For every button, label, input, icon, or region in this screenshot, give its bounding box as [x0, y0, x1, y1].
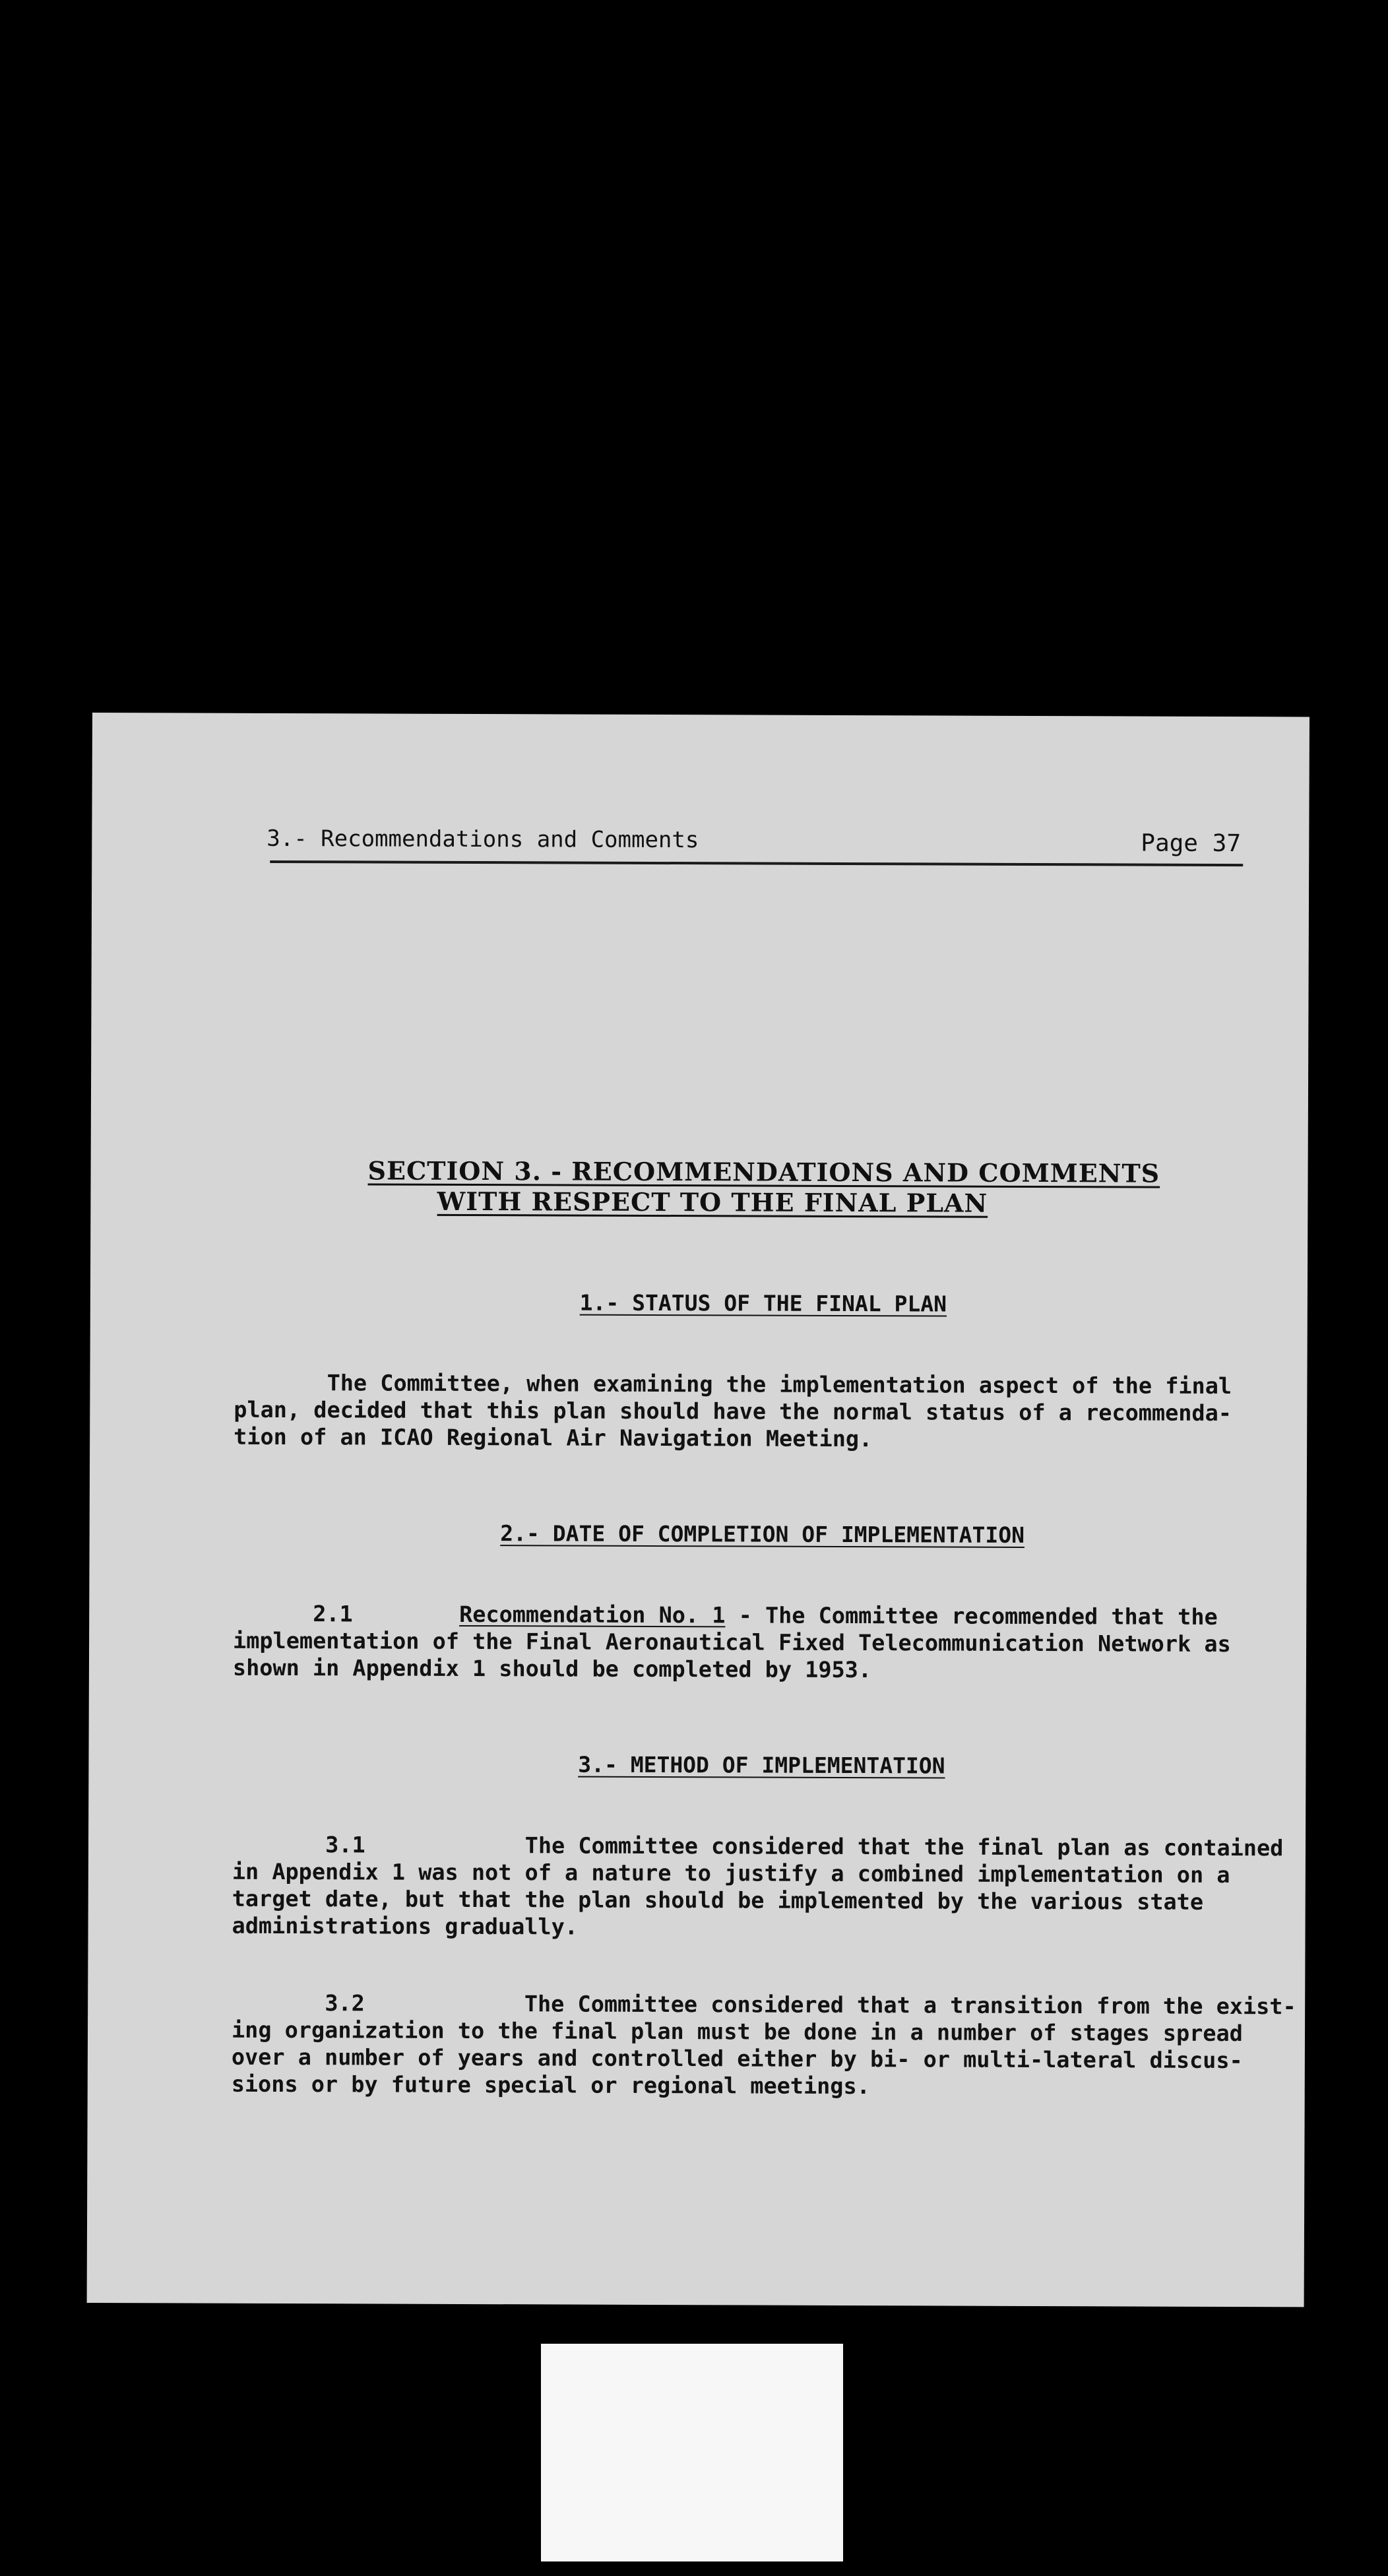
paragraph-line: over a number of years and controlled either by bi- or multi-lateral discus-: [231, 2044, 1243, 2074]
paragraph-line: 3.1 The Committee considered that the final plan as contained: [232, 1831, 1284, 1861]
heading-date-of-completion: 2.- DATE OF COMPLETION OF IMPLEMENTATION: [500, 1520, 1025, 1548]
paragraph-line: implementation of the Final Aeronautical Fixed Telecommunication Network as: [233, 1627, 1231, 1658]
paragraph-line: 3.2 The Committee considered that a transition from the exist-: [232, 1989, 1296, 2020]
paragraph-line: plan, decided that this plan should have the normal status of a recommenda-: [234, 1396, 1232, 1427]
paragraph-line: sions or by future special or regional meetings.: [231, 2071, 870, 2100]
section-title-line-2: WITH RESPECT TO THE FINAL PLAN: [437, 1186, 988, 1218]
paragraph-number: 2.1: [233, 1600, 460, 1627]
blank-slip: [541, 2344, 843, 2561]
paragraph-line: The Committee, when examining the implementation aspect of the final: [234, 1369, 1232, 1400]
recommendation-label: Recommendation No. 1: [459, 1601, 726, 1628]
paragraph-3-2: [232, 1989, 1296, 2102]
paragraph-line: in Appendix 1 was not of a nature to justify a combined implementation on a: [232, 1858, 1230, 1888]
paragraph-line: tion of an ICAO Regional Air Navigation Meeting.: [234, 1423, 873, 1452]
paragraph-recommendation-1: [233, 1600, 1231, 1685]
paragraph-line: ing organization to the final plan must be done in a number of stages spread: [231, 2016, 1243, 2047]
paragraph-line: - The Committee recommended that the: [725, 1602, 1218, 1630]
paragraph-line: target date, but that the plan should be implemented by the various state: [232, 1885, 1204, 1915]
heading-method-of-implementation: 3.- METHOD OF IMPLEMENTATION: [578, 1751, 945, 1779]
paragraph-line: administrations gradually.: [232, 1912, 579, 1940]
paragraph-status: [234, 1369, 1232, 1454]
heading-status-of-final-plan: 1.- STATUS OF THE FINAL PLAN: [579, 1289, 947, 1317]
document-page: [87, 713, 1309, 2307]
page-number: Page 37: [1141, 829, 1242, 858]
header-rule: [270, 860, 1243, 866]
paragraph-line: shown in Appendix 1 should be completed by 1953.: [232, 1654, 872, 1683]
section-title-line-1: SECTION 3. - RECOMMENDATIONS AND COMMENTS: [367, 1155, 1160, 1188]
paragraph-3-1: [232, 1831, 1284, 1943]
running-header: 3.- Recommendations and Comments: [267, 825, 699, 854]
